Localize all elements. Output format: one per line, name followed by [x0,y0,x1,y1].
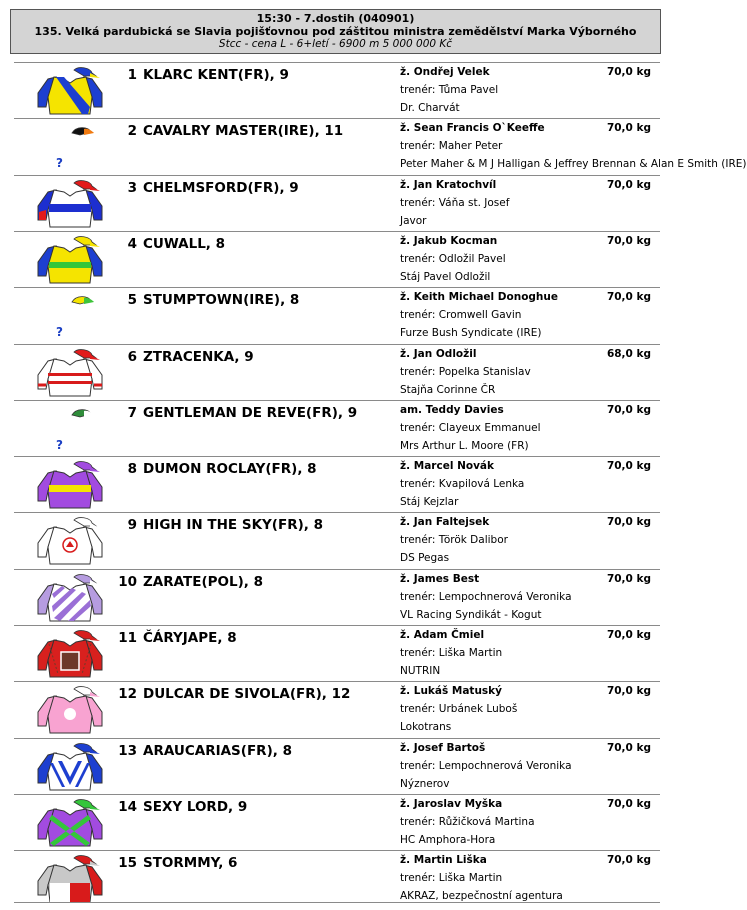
carried-weight: 70,0 kg [606,685,651,698]
carried-weight: 70,0 kg [606,122,651,135]
runner-row [14,456,660,513]
trainer-name: trenér: Tůma Pavel [400,84,499,96]
runner-number: 15 [118,855,137,872]
jockey-name: ž. James Best [400,572,480,585]
jockey-name: ž. Marcel Novák [400,460,494,473]
jockey-name: ž. Ondřej Velek [400,66,490,78]
runner-number: 7 [127,404,137,421]
carried-weight: 70,0 kg [606,234,651,247]
owner-name: Stáj Pavel Odložil [400,270,491,283]
owner-name: Furze Bush Syndicate (IRE) [400,327,542,340]
jockey-silks-icon [34,574,106,622]
trainer-name: trenér: Odložil Pavel [400,252,506,265]
owner-name: Lokotrans [400,721,452,734]
runner-number: 11 [118,630,137,646]
runner-row [14,625,660,682]
runner-number: 2 [127,123,137,140]
horse-name: STUMPTOWN(IRE), 8 [143,292,300,309]
horse-name: CHELMSFORD(FR), 9 [143,179,299,196]
jockey-silks-icon [34,292,106,340]
carried-weight: 70,0 kg [606,66,651,78]
runner-number: 9 [127,517,137,534]
owner-name: NUTRIN [400,665,441,677]
trainer-name: trenér: Lempochnerová Veronika [400,759,572,772]
trainer-name: trenér: Török Dalibor [400,534,508,547]
runner-row [14,400,660,457]
trainer-name: trenér: Liška Martin [400,647,503,659]
carried-weight: 70,0 kg [606,516,651,529]
carried-weight: 70,0 kg [606,741,651,754]
carried-weight: 70,0 kg [606,629,651,641]
horse-name: ZTRACENKA, 9 [143,348,254,365]
carried-weight: 70,0 kg [606,854,651,867]
horse-name: DULCAR DE SIVOLA(FR), 12 [143,686,351,703]
runner-row [14,738,660,795]
jockey-name: ž. Lukáš Matuský [400,685,503,698]
runner-row [14,512,660,569]
horse-name: GENTLEMAN DE REVE(FR), 9 [143,404,358,421]
horse-name: ČÁRYJAPE, 8 [143,630,237,646]
jockey-name: ž. Adam Čmiel [400,629,485,641]
runner-number: 8 [127,461,137,478]
owner-name: Dr. Charvát [400,102,460,114]
runner-number: 14 [118,798,137,815]
owner-name: HC Amphora-Hora [400,833,496,846]
jockey-silks-icon [34,630,106,678]
jockey-silks-icon [34,180,106,228]
jockey-name: ž. Jan Faltejsek [400,516,490,529]
unknown-silks-mark: ? [56,437,63,452]
runner-row [14,850,660,907]
runner-number: 13 [118,742,137,759]
runner-number: 5 [127,292,137,309]
unknown-silks-mark: ? [56,325,63,340]
race-title: 135. Velká pardubická se Slavia pojišťovnou pod záštitou ministra zemědělství Marka Výborného [34,25,637,38]
runner-row [14,118,747,175]
jockey-silks-icon [34,799,106,847]
owner-name: Stáj Kejzlar [400,496,459,509]
owner-name: Nýznerov [400,777,450,790]
carried-weight: 70,0 kg [606,797,651,810]
trainer-name: trenér: Maher Peter [400,140,503,153]
trainer-name: trenér: Váňa st. Josef [400,196,510,209]
jockey-name: ž. Jaroslav Myška [400,797,503,810]
horse-name: KLARC KENT(FR), 9 [143,67,289,83]
jockey-silks-icon [34,743,106,791]
owner-name: DS Pegas [400,552,450,565]
carried-weight: 70,0 kg [606,572,651,585]
trainer-name: trenér: Kvapilová Lenka [400,478,525,491]
race-time: 15:30 - 7.dostih (040901) [256,12,415,25]
race-conditions: Stcc - cena L - 6+letí - 6900 m 5 000 000 Kč [218,38,453,50]
owner-name: Mrs Arthur L. Moore (FR) [400,439,529,452]
trainer-name: trenér: Cromwell Gavin [400,309,522,322]
jockey-silks-icon [34,123,106,171]
horse-name: DUMON ROCLAY(FR), 8 [143,461,317,478]
horse-name: STORMMY, 6 [143,855,238,872]
horse-name: CAVALRY MASTER(IRE), 11 [143,123,344,140]
horse-name: CUWALL, 8 [143,235,226,252]
carried-weight: 70,0 kg [606,291,651,304]
runner-number: 4 [127,235,137,252]
runner-number: 3 [127,179,137,196]
runner-row [14,287,660,344]
jockey-silks-icon [34,461,106,509]
race-header [10,9,661,54]
trainer-name: trenér: Růžičková Martina [400,815,535,828]
owner-name: AKRAZ, bezpečnostní agentura [400,890,563,903]
jockey-name: ž. Josef Bartoš [400,741,486,754]
carried-weight: 70,0 kg [606,460,651,473]
jockey-name: am. Teddy Davies [400,403,504,416]
runner-row [14,569,660,626]
trainer-name: trenér: Clayeux Emmanuel [400,421,541,434]
runner-number: 10 [118,573,137,590]
jockey-silks-icon [34,67,106,115]
runner-row [14,794,660,851]
trainer-name: trenér: Urbánek Luboš [400,703,518,716]
owner-name: Javor [400,214,427,227]
horse-name: SEXY LORD, 9 [143,798,248,815]
owner-name: Peter Maher & M J Halligan & Jeffrey Brennan & Alan E Smith (IRE) [400,158,747,171]
bottom-divider [14,902,660,903]
trainer-name: trenér: Lempochnerová Veronika [400,590,572,603]
carried-weight: 70,0 kg [606,403,651,416]
jockey-name: ž. Jan Odložil [400,347,477,360]
runner-row [14,681,660,738]
horse-name: HIGH IN THE SKY(FR), 8 [143,517,323,534]
jockey-name: ž. Jan Kratochvíl [400,178,497,191]
owner-name: VL Racing Syndikát - Kogut [400,608,542,621]
runner-row [14,175,660,232]
runner-row [14,231,660,288]
runner-number: 6 [127,348,137,365]
trainer-name: trenér: Liška Martin [400,872,503,885]
jockey-name: ž. Martin Liška [400,854,487,867]
jockey-name: ž. Jakub Kocman [400,234,498,247]
owner-name: Stajňa Corinne ČR [400,383,496,396]
runner-number: 12 [118,686,137,703]
jockey-name: ž. Sean Francis O`Keeffe [400,122,545,135]
jockey-silks-icon [34,517,106,565]
carried-weight: 68,0 kg [606,347,651,360]
jockey-silks-icon [34,855,106,903]
runner-row [14,62,660,119]
jockey-silks-icon [34,236,106,284]
runner-number: 1 [127,67,137,83]
carried-weight: 70,0 kg [606,178,651,191]
unknown-silks-mark: ? [56,156,63,171]
horse-name: ZARATE(POL), 8 [143,573,263,590]
jockey-name: ž. Keith Michael Donoghue [400,291,558,304]
trainer-name: trenér: Popelka Stanislav [400,365,531,378]
jockey-silks-icon [34,405,106,453]
horse-name: ARAUCARIAS(FR), 8 [143,742,292,759]
runner-row [14,344,660,401]
jockey-silks-icon [34,349,106,397]
jockey-silks-icon [34,686,106,734]
